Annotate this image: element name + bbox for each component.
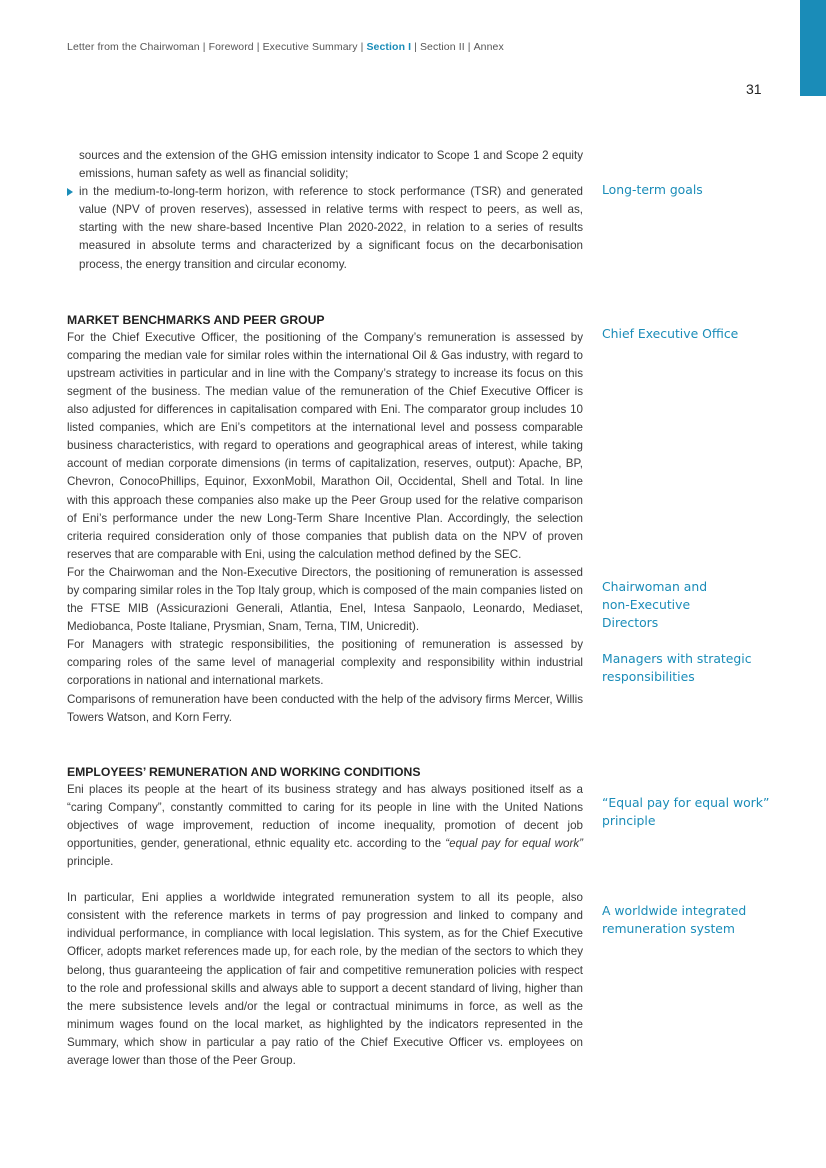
market-paragraph-advisors: Comparisons of remuneration have been conducted with the help of the advisory firms Mercer, Willis Towers Watson, and Korn Ferry. xyxy=(67,692,583,724)
breadcrumb-separator: | xyxy=(202,41,206,53)
market-benchmarks-heading: MARKET BENCHMARKS AND PEER GROUP xyxy=(67,312,325,327)
sidenote-line: non-Executive xyxy=(602,597,691,613)
sidenote-line: Managers with strategic xyxy=(602,651,752,666)
sidenote-line: remuneration system xyxy=(602,921,735,937)
sidenote-chairwoman xyxy=(602,578,792,632)
breadcrumb xyxy=(67,41,504,53)
page-number: 31 xyxy=(746,81,762,97)
breadcrumb-annex[interactable]: Annex xyxy=(473,41,504,53)
employees-p1-text: Eni places its people at the heart of its business strategy and has always positioned itself as a “caring Company”, constantly committed to caring for its people in line with the United Nations objectives of wage improvement, reduction of income inequality, promotion of decent job opportunities, gender, generational, ethnic equality etc. according to the xyxy=(67,782,583,850)
employees-paragraph-1 xyxy=(67,781,583,871)
sidenote-line: principle xyxy=(602,813,656,829)
breadcrumb-separator: | xyxy=(360,41,364,53)
sidenote-ceo xyxy=(602,325,792,343)
market-paragraph-ceo: For the Chief Executive Officer, the positioning of the Company’s remuneration is assessed by comparing the median vale for similar roles within the international Oil & Gas industry, with regard to upstream activities in particular and in line with the Company’s strategy to increase its focus on this segment of the business. The median value of the remuneration of the Chief Executive Officer is also adjusted for differences in capitalisation compared with Eni. The comparator group includes 10 listed companies, which are Eni’s competitors at the international level and possess comparable business characteristics, with regard to operations and geographical areas of interest, while taking account of median corporate dimensions (in terms of capitalization, reserves, output): Apache, BP, Chevron, ConocoPhillips, Equinor, ExxonMobil, Marathon Oil, Occidental, Shell and Total. In line with this approach these companies also make up the Peer Group used for the relative comparison of Eni’s performance under the new Long-Term Share Incentive Plan. Accordingly, the selection criteria required consideration only of those companies that publish data on the NPV of proven reserves that are comparable with Eni, using the calculation method defined by the SEC. xyxy=(67,330,583,561)
breadcrumb-executive-summary[interactable]: Executive Summary xyxy=(262,41,358,53)
bullet-triangle-icon xyxy=(67,188,73,196)
breadcrumb-section-1[interactable]: Section I xyxy=(366,41,412,53)
employees-heading: EMPLOYEES’ REMUNERATION AND WORKING CONDITIONS xyxy=(67,764,421,779)
bullet-text: in the medium-to-long-term horizon, with reference to stock performance (TSR) and generated value (NPV of proven reserves), assessed in relative terms with respect to peers, as well as, starting with the new share-based Incentive Plan 2020-2022, in relation to a series of results measured in absolute terms and characterized by a significant focus on the decarbonisation process, the energy transition and circular economy. xyxy=(79,185,583,271)
intro-continuation: sources and the extension of the GHG emission intensity indicator to Scope 1 and Scope 2 equity emissions, human safety as well as financial solidity; xyxy=(79,149,583,181)
market-paragraph-chair: For the Chairwoman and the Non-Executive Directors, the positioning of remuneration is assessed by comparing similar roles in the Top Italy group, which is composed of the main companies listed on the FTSE MIB (Assicurazioni Generali, Atlantia, Enel, Intesa Sanpaolo, Leonardo, Mediaset, Mediobanca, Poste Italiane, Prysmian, Snam, Terna, TIM, Unicredit). xyxy=(67,565,583,634)
sidenote-long-term-goals xyxy=(602,181,792,199)
employees-p1-end: principle. xyxy=(67,855,114,869)
sidenote-managers xyxy=(602,650,792,686)
sidenote-equal-pay xyxy=(602,794,792,830)
breadcrumb-letter[interactable]: Letter from the Chairwoman xyxy=(67,41,200,53)
sidenote-line: A worldwide integrated xyxy=(602,903,747,918)
breadcrumb-separator: | xyxy=(467,41,471,53)
breadcrumb-separator: | xyxy=(256,41,260,53)
main-content xyxy=(67,147,583,1070)
sidenote-worldwide-system xyxy=(602,902,792,938)
sidenote-line: responsibilities xyxy=(602,669,695,685)
employees-paragraph-2: In particular, Eni applies a worldwide integrated remuneration system to all its people, also consistent with the reference markets in terms of pay progression and linked to company and individual performance, in compliance with local legislation. This system, as for the Chief Executive Officer, adopts market references made up, for each role, by the median of the sectors to which they belong, thus guaranteeing the application of fair and competitive remuneration policies with respect to the role and professional skills and always able to support a decent standard of living, higher than the mere subsistence levels and/or the legal or contractual minimums in force, as well as the minimum wages found on the local market, as highlighted by the indicators represented in the Summary, which show in particular a pay ratio of the Chief Executive Officer vs. employees on average lower than those of the Peer Group. xyxy=(67,891,583,1068)
sidenote-line: Directors xyxy=(602,615,659,631)
bullet-item xyxy=(67,183,583,273)
breadcrumb-foreword[interactable]: Foreword xyxy=(208,41,254,53)
equal-pay-emphasis: “equal pay for equal work” xyxy=(445,837,583,850)
breadcrumb-section-2[interactable]: Section II xyxy=(419,41,465,53)
sidenote-line: Long-term goals xyxy=(602,182,703,197)
sidenote-line: “Equal pay for equal work” xyxy=(602,795,770,810)
sidenote-line: Chief Executive Office xyxy=(602,326,739,341)
section-color-tab xyxy=(800,0,826,96)
sidenote-line: Chairwoman and xyxy=(602,579,708,594)
market-paragraph-managers: For Managers with strategic responsibilities, the positioning of remuneration is assessed by comparing roles of the same level of managerial complexity and responsibility within industrial corporations in national and international markets. xyxy=(67,638,583,688)
breadcrumb-separator: | xyxy=(414,41,417,53)
